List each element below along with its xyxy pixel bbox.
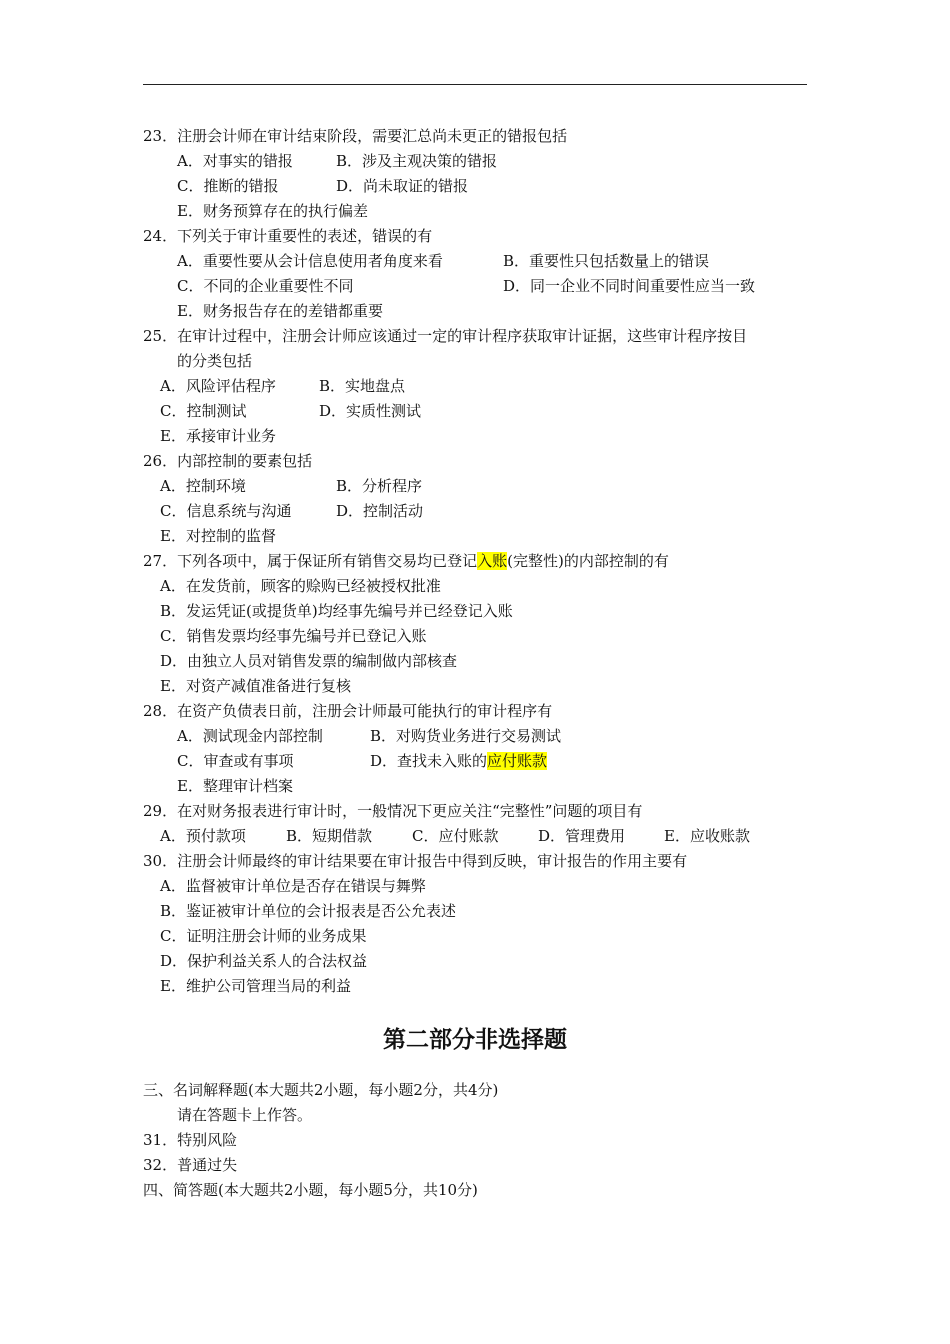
q26-option-c: C．信息系统与沟通 — [160, 502, 292, 520]
q28-option-c: C．审查或有事项 — [177, 752, 294, 770]
q24-option-b: B．重要性只包括数量上的错误 — [503, 252, 710, 270]
q28-stem: 28．在资产负债表日前，注册会计师最可能执行的审计程序有 — [143, 702, 553, 720]
q31-term: 31．特别风险 — [143, 1131, 238, 1149]
q28-option-e: E．整理审计档案 — [177, 777, 293, 795]
q27-stem-post: (完整性)的内部控制的有 — [507, 552, 669, 570]
q25-option-d: D．实质性测试 — [319, 402, 422, 420]
q27-option-e: E．对资产减值准备进行复核 — [160, 677, 351, 695]
top-rule — [143, 84, 807, 85]
q29-stem: 29．在对财务报表进行审计时，一般情况下更应关注“完整性”问题的项目有 — [143, 802, 643, 820]
q23-option-d: D．尚未取证的错报 — [336, 177, 469, 195]
section4-heading: 四、简答题(本大题共2小题，每小题5分，共10分) — [143, 1181, 478, 1199]
q23-option-e: E．财务预算存在的执行偏差 — [177, 202, 368, 220]
q23-stem: 23．注册会计师在审计结束阶段，需要汇总尚未更正的错报包括 — [143, 127, 568, 145]
q25-option-b: B．实地盘点 — [319, 377, 406, 395]
q27-stem-highlight: 入账 — [477, 552, 508, 570]
q30-option-d: D．保护利益关系人的合法权益 — [160, 952, 368, 970]
q29-option-e: E．应收账款 — [664, 827, 750, 845]
q25-option-c: C．控制测试 — [160, 402, 247, 420]
section3-heading: 三、名词解释题(本大题共2小题，每小题2分，共4分) — [143, 1081, 499, 1099]
q32-term: 32．普通过失 — [143, 1156, 238, 1174]
q24-option-c: C．不同的企业重要性不同 — [177, 277, 354, 295]
q23-option-c: C．推断的错报 — [177, 177, 279, 195]
section3-note: 请在答题卡上作答。 — [177, 1106, 313, 1124]
q24-option-d: D．同一企业不同时间重要性应当一致 — [503, 277, 756, 295]
q25-stem-line1: 25．在审计过程中，注册会计师应该通过一定的审计程序获取审计证据，这些审计程序按目 — [143, 327, 748, 345]
q23-option-b: B．涉及主观决策的错报 — [336, 152, 498, 170]
q27-option-b: B．发运凭证(或提货单)均经事先编号并已经登记入账 — [160, 602, 513, 620]
q29-option-b: B．短期借款 — [286, 827, 373, 845]
q30-option-e: E．维护公司管理当局的利益 — [160, 977, 351, 995]
q26-option-e: E．对控制的监督 — [160, 527, 276, 545]
q24-option-a: A．重要性要从会计信息使用者角度来看 — [177, 252, 443, 270]
q27-option-d: D．由独立人员对销售发票的编制做内部核查 — [160, 652, 458, 670]
q25-option-a: A．风险评估程序 — [160, 377, 276, 395]
q24-option-e: E．财务报告存在的差错都重要 — [177, 302, 383, 320]
q28-option-d-pre: D．查找未入账的 — [370, 752, 488, 770]
q29-option-a: A．预付款项 — [160, 827, 246, 845]
q28-option-d-highlight: 应付账款 — [487, 752, 548, 770]
q24-stem: 24．下列关于审计重要性的表述，错误的有 — [143, 227, 433, 245]
q26-option-a: A．控制环境 — [160, 477, 246, 495]
q29-option-c: C．应付账款 — [412, 827, 499, 845]
q27-stem — [143, 551, 669, 571]
q26-option-b: B．分析程序 — [336, 477, 423, 495]
q30-option-c: C．证明注册会计师的业务成果 — [160, 927, 367, 945]
q26-option-d: D．控制活动 — [336, 502, 424, 520]
q29-option-d: D．管理费用 — [538, 827, 626, 845]
q30-option-b: B．鉴证被审计单位的会计报表是否公允表述 — [160, 902, 457, 920]
q28-option-b: B．对购货业务进行交易测试 — [370, 727, 562, 745]
part2-title: 第二部分非选择题 — [383, 1026, 567, 1053]
q25-option-e: E．承接审计业务 — [160, 427, 276, 445]
q28-option-a: A．测试现金内部控制 — [177, 727, 323, 745]
q26-stem: 26．内部控制的要素包括 — [143, 452, 313, 470]
q27-stem-pre: 27．下列各项中，属于保证所有销售交易均已登记 — [143, 552, 478, 570]
q23-option-a: A．对事实的错报 — [177, 152, 293, 170]
q27-option-c: C．销售发票均经事先编号并已登记入账 — [160, 627, 427, 645]
q27-option-a: A．在发货前，顾客的赊购已经被授权批准 — [160, 577, 441, 595]
q28-option-d — [370, 751, 547, 771]
q25-stem-line2: 的分类包括 — [177, 352, 253, 370]
q30-option-a: A．监督被审计单位是否存在错误与舞弊 — [160, 877, 426, 895]
q30-stem: 30．注册会计师最终的审计结果要在审计报告中得到反映，审计报告的作用主要有 — [143, 852, 688, 870]
